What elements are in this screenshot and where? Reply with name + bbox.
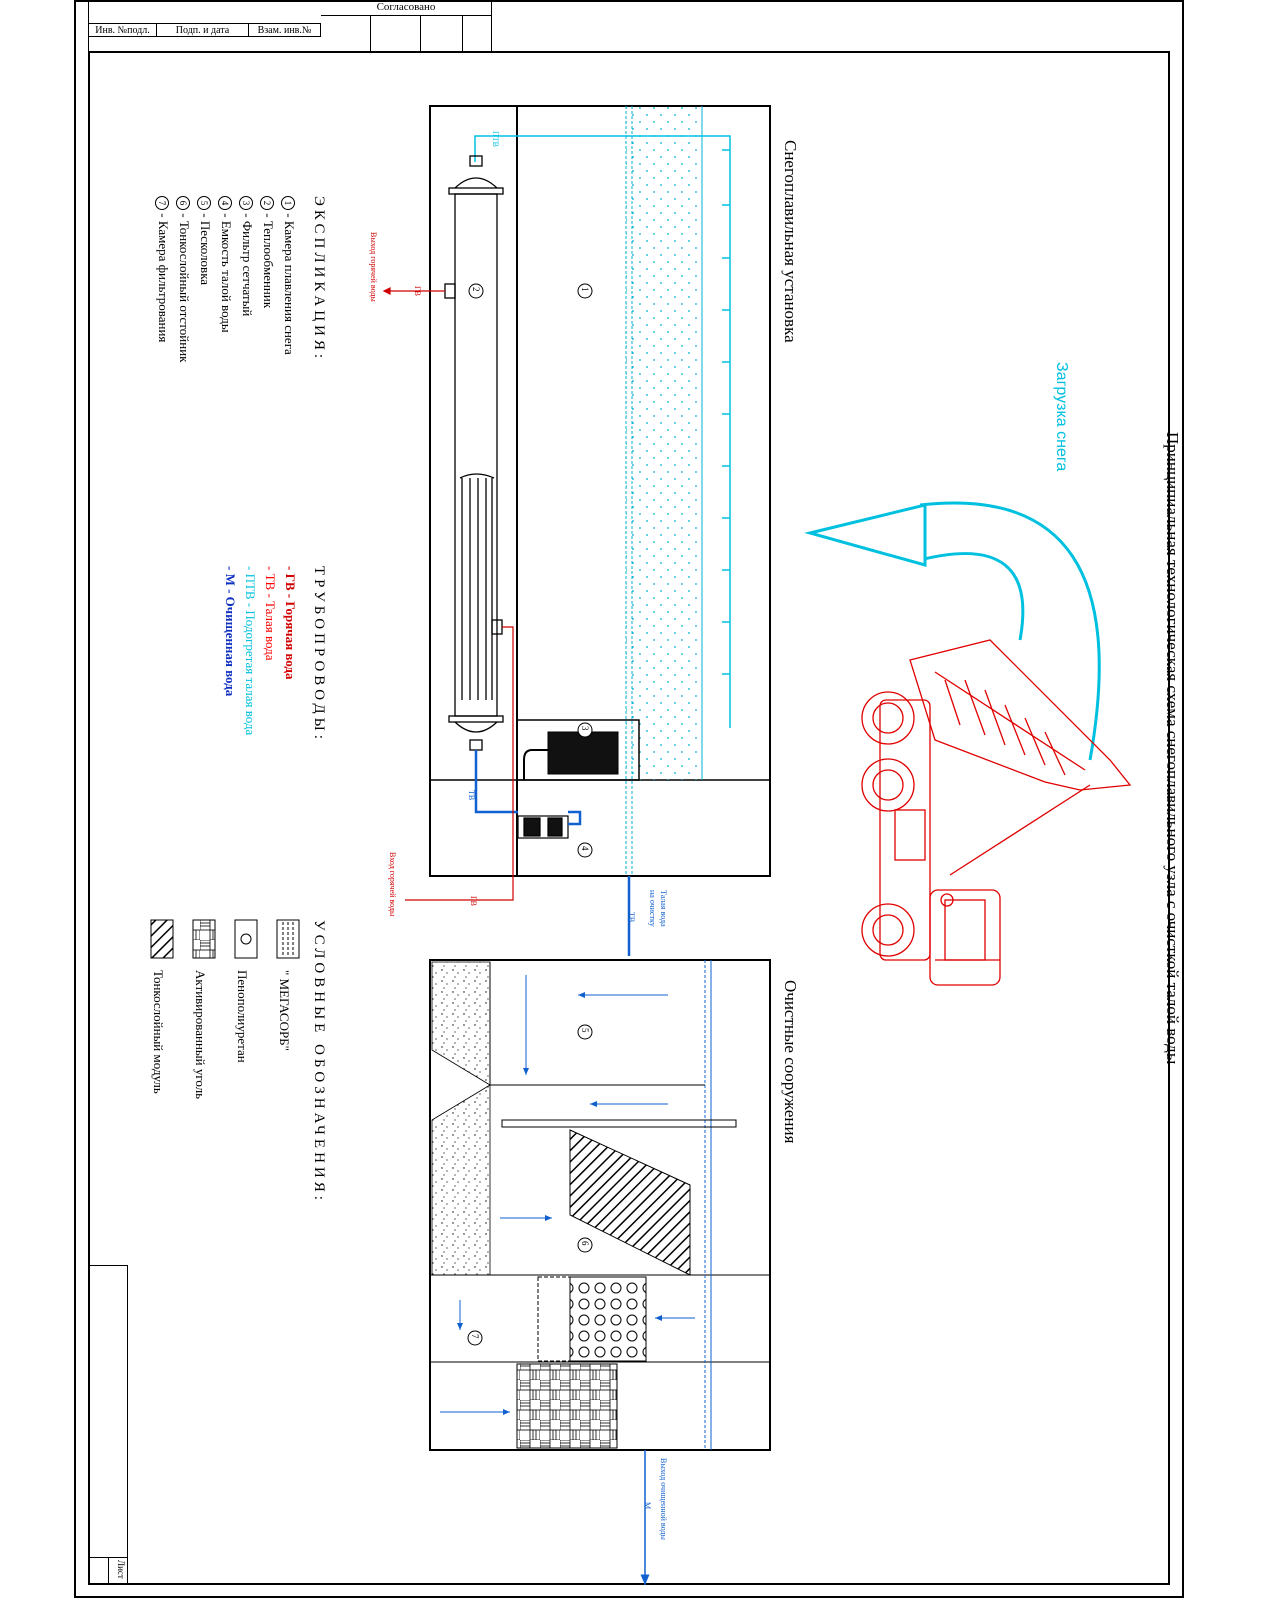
stamp-cell-inv: Инв. №подл. bbox=[89, 23, 157, 37]
legend-swatches bbox=[151, 920, 299, 958]
explication-item bbox=[279, 196, 300, 362]
legend-item-carbon: Активированный уголь bbox=[193, 970, 208, 1100]
position-number: 1 bbox=[281, 196, 295, 210]
stamp-cell-replace: Взам. инв.№ bbox=[249, 23, 321, 37]
explication-text: - Емкость талой воды bbox=[219, 213, 234, 333]
diagram-title: Принципиальная технологическая схема снегоплавильного узла с очисткой талой воды bbox=[1163, 432, 1182, 1065]
explication-text: - Тонкослойный отстойник bbox=[177, 213, 192, 363]
treatment-label: Очистные сооружения bbox=[781, 980, 800, 1144]
explication-text: - Песколовка bbox=[198, 213, 213, 286]
marker-1: 1 bbox=[580, 287, 590, 292]
marker-2: 2 bbox=[471, 287, 481, 292]
snowmelt-unit-label: Снегоплавильная установка bbox=[781, 140, 800, 343]
explication-item bbox=[153, 196, 174, 362]
label-tv-treat: ТВ bbox=[627, 912, 636, 923]
explication-text: - Камера плавления снега bbox=[282, 213, 297, 355]
position-number: 6 bbox=[176, 196, 190, 210]
explication-item bbox=[174, 196, 195, 362]
marker-3: 3 bbox=[580, 726, 590, 731]
label-gv-in: ГВ bbox=[469, 896, 478, 906]
label-m: М bbox=[643, 1502, 652, 1510]
explication-heading: ЭКСПЛИКАЦИЯ: bbox=[311, 196, 327, 363]
label-melt-to-treat-2: на очистку bbox=[648, 890, 657, 927]
marker-5: 5 bbox=[580, 1028, 590, 1033]
label-tv-pipe: ТВ bbox=[467, 790, 476, 801]
position-number: 3 bbox=[239, 196, 253, 210]
snow-loading-arrow bbox=[810, 503, 1099, 760]
label-clean-out: Выход очищенной воды bbox=[659, 1458, 668, 1540]
snowmelt-unit bbox=[384, 106, 770, 956]
marker-4: 4 bbox=[580, 846, 590, 851]
position-number: 4 bbox=[218, 196, 232, 210]
explication-text: - Теплообменник bbox=[261, 213, 276, 309]
position-number: 5 bbox=[197, 196, 211, 210]
snow-loading-label: Загрузка снега bbox=[1053, 362, 1070, 472]
dump-truck bbox=[862, 640, 1130, 985]
pipeline-item-ptv: - ПТВ - Подогретая талая вода bbox=[243, 566, 258, 736]
treatment-plant bbox=[430, 960, 770, 1585]
marker-6: 6 bbox=[580, 1241, 590, 1246]
explication-item bbox=[216, 196, 237, 362]
position-number: 2 bbox=[260, 196, 274, 210]
pipeline-item-tv: - ТВ - Талая вода bbox=[263, 566, 278, 661]
explication-item bbox=[195, 196, 216, 362]
label-ptv: ПТВ bbox=[491, 131, 500, 147]
label-hot-out: Выход горячей воды bbox=[369, 232, 378, 302]
heat-exchanger bbox=[445, 156, 503, 750]
side-stamp-label: Лист bbox=[116, 1560, 126, 1579]
stamp-agreed: Согласовано bbox=[321, 1, 491, 16]
pipeline-item-m: - М - Очищенная вода bbox=[223, 566, 238, 697]
marker-7: 7 bbox=[470, 1334, 480, 1339]
label-gv-out: ГВ bbox=[413, 286, 422, 296]
legend-item-megasorb: " МЕГАСОРБ" bbox=[277, 970, 292, 1051]
legend-item-foam: Пенополиуретан bbox=[235, 970, 250, 1063]
pipelines-legend bbox=[220, 566, 327, 743]
explication-item bbox=[237, 196, 258, 362]
explication-text: - Камера фильтрования bbox=[156, 213, 171, 343]
legend-item-hatch: Тонкослойный модуль bbox=[151, 970, 166, 1094]
explication bbox=[153, 196, 327, 362]
explication-text: - Фильтр сетчатый bbox=[240, 213, 255, 317]
label-melt-to-treat-1: Талая вода bbox=[659, 890, 668, 927]
label-hot-in: Вход горячей воды bbox=[388, 852, 397, 917]
explication-item bbox=[258, 196, 279, 362]
meltwater-tank-pump bbox=[518, 816, 568, 838]
legend-heading: УСЛОВНЫЕ ОБОЗНАЧЕНИЯ: bbox=[311, 920, 327, 1204]
position-number: 7 bbox=[155, 196, 169, 210]
pipeline-item-gv: - ГВ - Горячая вода bbox=[283, 566, 298, 680]
stamp-cell-sign: Подп. и дата bbox=[157, 23, 249, 37]
pipelines-heading: ТРУБОПРОВОДЫ: bbox=[311, 566, 327, 743]
